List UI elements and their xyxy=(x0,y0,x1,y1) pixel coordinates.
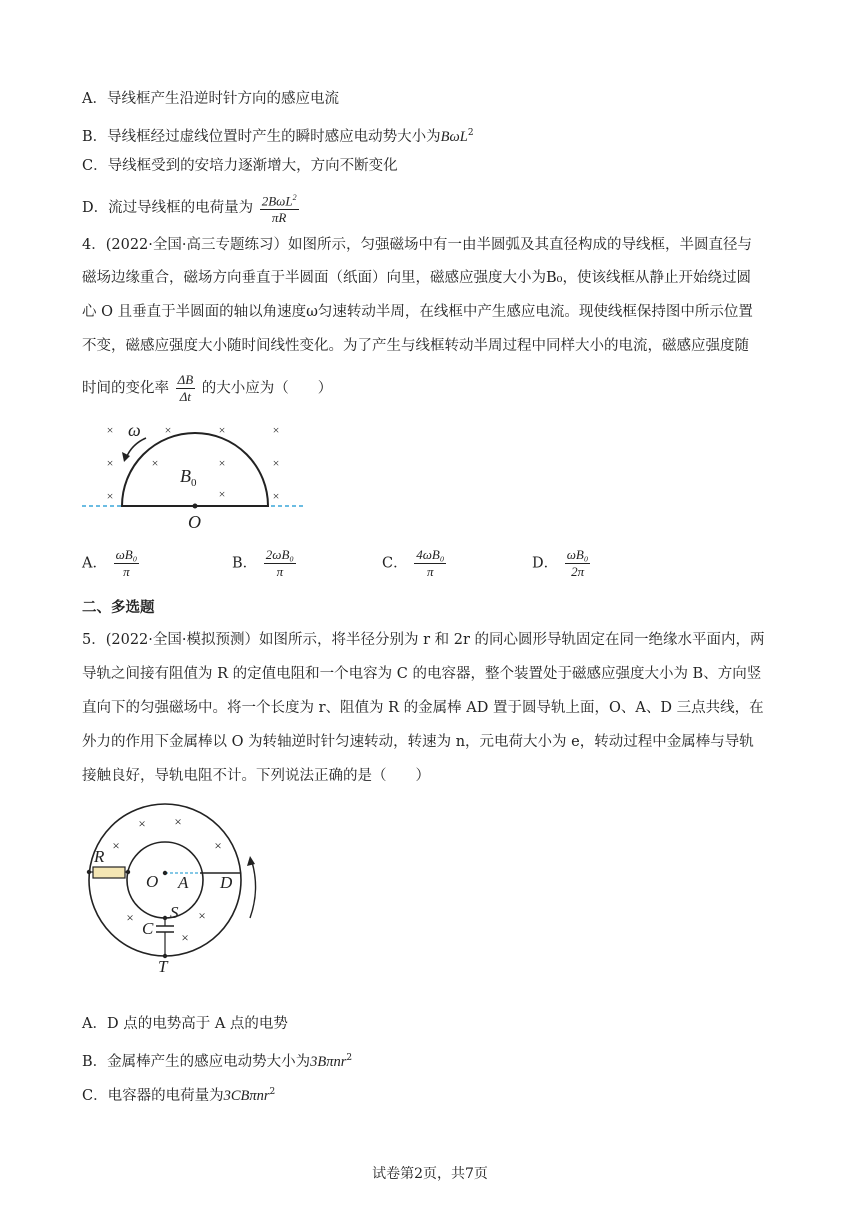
q3-option-d-text: D．流过导线框的电荷量为 xyxy=(82,200,254,217)
q4-option-d: D． $\frac{\text{ωB₀}}{2\pi}$ xyxy=(532,547,589,579)
svg-text:×: × xyxy=(126,910,134,925)
section-header-multiple-choice: 二、多选题 xyxy=(82,599,155,616)
semicircle-frame xyxy=(122,433,268,506)
q4-option-b: B． $\frac{\text{2ωB₀}}{\pi}$ xyxy=(232,547,294,579)
q5-line-3: 直向下的匀强磁场中。将一个长度为 r、阻值为 R 的金属棒 AD 置于圆导轨上面，O、A、D 三点共线，在 xyxy=(82,700,764,716)
svg-text:×: × xyxy=(181,930,189,945)
svg-text:×: × xyxy=(218,487,226,501)
svg-text:×: × xyxy=(106,456,114,470)
q4-rate-num: ΔB xyxy=(177,372,194,387)
svg-text:×: × xyxy=(214,838,222,853)
resistor xyxy=(93,867,125,878)
svg-text:×: × xyxy=(112,838,120,853)
q4-line-1: 4．(2022·全国·高三专题练习）如图所示，匀强磁场中有一由半圆弧及其直径构成的导线框，半圆直径与 xyxy=(82,237,752,253)
q3-option-b-text: B．导线框经过虚线位置时产生的瞬时感应电动势大小为 xyxy=(82,128,441,145)
q4-line-2: 磁场边缘重合，磁场方向垂直于半圆面（纸面）向里，磁感应强度大小为B₀，使该线框从静止开始绕过圆 xyxy=(82,270,751,286)
q4-line-3: 心 O 且垂直于半圆面的轴以角速度ω匀速转动半周，在线框中产生感应电流。现使线框保持图中所示位置 xyxy=(82,304,753,320)
q3-option-b-expr: BωL xyxy=(440,128,468,145)
q4-option-a: A． $\frac{\text{ωB₀}}{\pi}$ xyxy=(82,547,138,579)
resistor-node-right xyxy=(126,870,130,874)
label-d: D xyxy=(220,873,233,892)
rotation-arrow xyxy=(250,862,256,918)
q4-semicircle-figure xyxy=(80,418,310,533)
svg-text:×: × xyxy=(198,908,206,923)
svg-text:×: × xyxy=(272,489,280,503)
q5-option-b: B．金属棒产生的感应电动势大小为3Bπnr$^2$ xyxy=(82,1053,353,1070)
q5-option-c-text: C．电容器的电荷量为 xyxy=(82,1087,224,1104)
svg-text:×: × xyxy=(218,423,226,437)
label-a: A xyxy=(178,873,189,892)
q4-line-5-pre: 时间的变化率 xyxy=(82,380,169,397)
q3-option-c: C．导线框受到的安培力逐渐增大，方向不断变化 xyxy=(82,158,398,174)
b0-label: $B_0$ xyxy=(180,466,197,489)
q3-option-d-num: 2BωL xyxy=(261,193,293,209)
q4-line-4: 不变，磁感应强度大小随时间线性变化。为了产生与线框转动半周过程中同样大小的电流，磁感应强度随 xyxy=(82,338,749,354)
q5-option-b-expr: 3Bπnr xyxy=(310,1053,347,1070)
q5-line-2: 导轨之间接有阻值为 R 的定值电阻和一个电容为 C 的电容器，整个装置处于磁感应强度大小为 B、方向竖 xyxy=(82,666,762,682)
svg-text:×: × xyxy=(164,423,172,437)
page-footer: 试卷第2页，共7页 xyxy=(372,1166,488,1182)
q5-ring-figure xyxy=(80,800,280,975)
node-s xyxy=(163,916,167,920)
svg-text:×: × xyxy=(174,814,182,829)
svg-text:×: × xyxy=(218,456,226,470)
q4-line-5-post: 的大小应为（ ） xyxy=(201,380,333,397)
q3-option-b: B．导线框经过虚线位置时产生的瞬时感应电动势大小为BωL$^2$ xyxy=(82,128,474,145)
q5-option-c-expr: 3CBπnr xyxy=(223,1087,270,1104)
q5-line-1: 5．(2022·全国·模拟预测）如图所示，将半径分别为 r 和 2r 的同心圆形导轨固定在同一绝缘水平面内，两 xyxy=(82,632,765,648)
svg-text:×: × xyxy=(272,423,280,437)
q4-rate-den: Δt xyxy=(179,389,192,404)
svg-text:×: × xyxy=(138,816,146,831)
q3-option-d xyxy=(82,190,301,226)
o-label: O xyxy=(188,512,201,532)
q3-option-d-fraction: $\frac{2B\omega L^2}{\pi R}$ xyxy=(260,190,299,226)
svg-text:×: × xyxy=(272,456,280,470)
inner-rail xyxy=(127,842,203,918)
q3-option-d-den: πR xyxy=(271,210,287,226)
q4-option-c: C． $\frac{\text{4ωB₀}}{\pi}$ xyxy=(382,547,445,579)
q5-line-5: 接触良好，导轨电阻不计。下列说法正确的是（ ） xyxy=(82,768,430,784)
center-o-point xyxy=(163,871,167,875)
label-t: T xyxy=(158,957,168,975)
q3-option-a: A．导线框产生沿逆时针方向的感应电流 xyxy=(82,91,339,107)
q4-rate-fraction xyxy=(176,372,196,405)
resistor-node-left xyxy=(87,870,91,874)
center-point xyxy=(193,504,198,509)
label-c: C xyxy=(142,919,154,938)
q5-option-b-text: B．金属棒产生的感应电动势大小为 xyxy=(82,1053,311,1070)
label-o: O xyxy=(146,872,159,891)
q5-line-4: 外力的作用下金属棒以 O 为转轴逆时针匀速转动，转速为 n，元电荷大小为 e，转动过程中金属棒与导轨 xyxy=(82,734,754,750)
label-s: S xyxy=(170,903,179,922)
q5-option-a: A．D 点的电势高于 A 点的电势 xyxy=(82,1016,288,1032)
svg-text:×: × xyxy=(151,456,159,470)
svg-text:×: × xyxy=(106,489,114,503)
omega-label: ω xyxy=(128,420,141,440)
svg-text:×: × xyxy=(106,423,114,437)
q4-line-5 xyxy=(82,372,332,405)
q5-option-c: C．电容器的电荷量为3CBπnr$^2$ xyxy=(82,1087,276,1104)
rotation-arrow-head xyxy=(247,856,255,866)
label-r: R xyxy=(94,847,105,866)
